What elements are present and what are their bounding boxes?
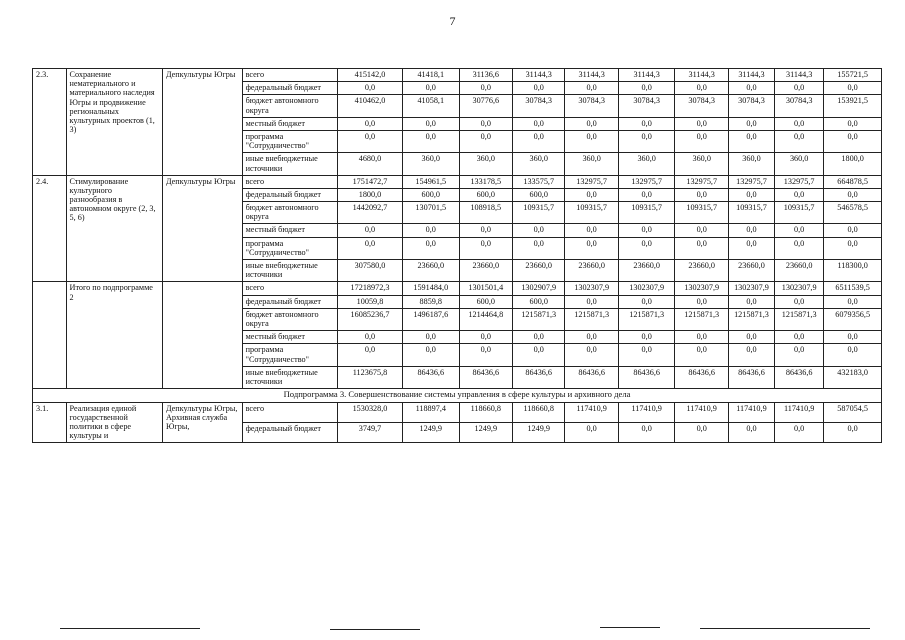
amount-cell: 30776,6 [459,95,512,117]
funding-source: иные внебюджетные источники [242,153,337,175]
funding-source: всего [242,282,337,295]
amount-cell: 155721,5 [824,69,882,82]
amount-cell: 0,0 [459,344,512,366]
amount-cell: 86436,6 [728,366,774,388]
row-name: Реализация единой государственной политики в сфере культуры и [66,402,162,443]
amount-cell: 23660,0 [775,260,824,282]
amount-cell: 118897,4 [402,402,459,422]
amount-cell: 0,0 [618,130,675,152]
amount-cell: 0,0 [618,82,675,95]
amount-cell: 10059,8 [337,295,402,308]
amount-cell: 0,0 [337,117,402,130]
amount-cell: 1591484,0 [402,282,459,295]
amount-cell: 415142,0 [337,69,402,82]
amount-cell: 0,0 [775,331,824,344]
amount-cell: 109315,7 [618,202,675,224]
amount-cell: 600,0 [459,295,512,308]
amount-cell: 1496187,6 [402,308,459,330]
amount-cell: 0,0 [824,82,882,95]
amount-cell: 0,0 [513,117,565,130]
amount-cell: 108918,5 [459,202,512,224]
amount-cell: 0,0 [675,82,728,95]
amount-cell: 0,0 [402,130,459,152]
row-executor: Депкультуры Югры [162,69,242,176]
funding-source: местный бюджет [242,331,337,344]
amount-cell: 360,0 [459,153,512,175]
amount-cell: 1751472,7 [337,175,402,188]
table-row [33,175,882,188]
amount-cell: 1215871,3 [513,308,565,330]
amount-cell: 0,0 [513,237,565,259]
amount-cell: 0,0 [459,130,512,152]
amount-cell: 23660,0 [513,260,565,282]
table-row [33,282,882,295]
amount-cell: 0,0 [402,82,459,95]
funding-source: бюджет автономного округа [242,308,337,330]
amount-cell: 30784,3 [513,95,565,117]
amount-cell: 0,0 [513,224,565,237]
amount-cell: 31144,3 [675,69,728,82]
amount-cell: 0,0 [775,130,824,152]
amount-cell: 0,0 [775,423,824,443]
amount-cell: 600,0 [402,188,459,201]
amount-cell: 1800,0 [824,153,882,175]
amount-cell: 1215871,3 [565,308,618,330]
amount-cell: 86436,6 [618,366,675,388]
amount-cell: 30784,3 [565,95,618,117]
funding-source: всего [242,175,337,188]
amount-cell: 0,0 [402,117,459,130]
amount-cell: 86436,6 [513,366,565,388]
funding-source: бюджет автономного округа [242,202,337,224]
amount-cell: 0,0 [337,344,402,366]
amount-cell: 587054,5 [824,402,882,422]
section-title: Подпрограмма 3. Совершенствование системы управления в сфере культуры и архивного дела [33,389,882,403]
amount-cell: 0,0 [824,331,882,344]
row-code: 2.4. [33,175,67,282]
page-number: 7 [449,14,456,28]
amount-cell: 0,0 [402,237,459,259]
funding-source: программа "Сотрудничество" [242,130,337,152]
amount-cell: 600,0 [459,188,512,201]
amount-cell: 546578,5 [824,202,882,224]
amount-cell: 1301501,4 [459,282,512,295]
amount-cell: 86436,6 [565,366,618,388]
amount-cell: 0,0 [675,344,728,366]
amount-cell: 360,0 [402,153,459,175]
amount-cell: 0,0 [459,224,512,237]
row-name: Сохранение нематериального и материального наследия Югры и продвижение региональных культурных проектов (1, 3) [66,69,162,176]
amount-cell: 0,0 [675,117,728,130]
amount-cell: 1442092,7 [337,202,402,224]
funding-source: бюджет автономного округа [242,95,337,117]
row-executor [162,282,242,389]
amount-cell: 0,0 [824,117,882,130]
amount-cell: 133575,7 [513,175,565,188]
amount-cell: 0,0 [337,82,402,95]
amount-cell: 0,0 [565,331,618,344]
amount-cell: 360,0 [513,153,565,175]
amount-cell: 664878,5 [824,175,882,188]
amount-cell: 4680,0 [337,153,402,175]
amount-cell: 0,0 [728,82,774,95]
amount-cell: 1302307,9 [618,282,675,295]
amount-cell: 360,0 [775,153,824,175]
amount-cell: 0,0 [337,331,402,344]
amount-cell: 0,0 [513,130,565,152]
amount-cell: 133178,5 [459,175,512,188]
amount-cell: 0,0 [565,237,618,259]
table-row [33,402,882,422]
amount-cell: 0,0 [775,224,824,237]
row-executor: Депкультуры Югры, Архивная служба Югры, [162,402,242,443]
amount-cell: 0,0 [824,224,882,237]
amount-cell: 0,0 [565,117,618,130]
funding-source: всего [242,402,337,422]
amount-cell: 0,0 [513,344,565,366]
amount-cell: 109315,7 [675,202,728,224]
amount-cell: 0,0 [675,331,728,344]
amount-cell: 23660,0 [459,260,512,282]
amount-cell: 0,0 [775,295,824,308]
amount-cell: 0,0 [459,82,512,95]
amount-cell: 1249,9 [459,423,512,443]
amount-cell: 307580,0 [337,260,402,282]
amount-cell: 3749,7 [337,423,402,443]
budget-table-body [33,69,882,443]
amount-cell: 1302307,9 [675,282,728,295]
amount-cell: 132975,7 [728,175,774,188]
amount-cell: 0,0 [565,344,618,366]
funding-source: программа "Сотрудничество" [242,237,337,259]
funding-source: федеральный бюджет [242,82,337,95]
amount-cell: 117410,9 [775,402,824,422]
amount-cell: 117410,9 [728,402,774,422]
amount-cell: 31136,6 [459,69,512,82]
amount-cell: 109315,7 [513,202,565,224]
amount-cell: 109315,7 [728,202,774,224]
funding-source: местный бюджет [242,117,337,130]
amount-cell: 23660,0 [675,260,728,282]
row-name: Стимулирование культурного разнообразия в автономном округе (2, 3, 5, 6) [66,175,162,282]
amount-cell: 17218972,3 [337,282,402,295]
amount-cell: 0,0 [618,344,675,366]
amount-cell: 1249,9 [402,423,459,443]
amount-cell: 1249,9 [513,423,565,443]
amount-cell: 132975,7 [775,175,824,188]
amount-cell: 432183,0 [824,366,882,388]
row-code [33,282,67,389]
amount-cell: 0,0 [565,224,618,237]
amount-cell: 0,0 [459,117,512,130]
funding-source: федеральный бюджет [242,295,337,308]
amount-cell: 31144,3 [728,69,774,82]
amount-cell: 0,0 [618,188,675,201]
amount-cell: 0,0 [824,237,882,259]
amount-cell: 0,0 [513,82,565,95]
amount-cell: 31144,3 [775,69,824,82]
amount-cell: 360,0 [618,153,675,175]
funding-source: программа "Сотрудничество" [242,344,337,366]
amount-cell: 0,0 [775,188,824,201]
amount-cell: 0,0 [337,224,402,237]
amount-cell: 0,0 [728,295,774,308]
amount-cell: 31144,3 [618,69,675,82]
amount-cell: 41058,1 [402,95,459,117]
table-row [33,69,882,82]
funding-source: всего [242,69,337,82]
amount-cell: 1214464,8 [459,308,512,330]
amount-cell: 0,0 [618,224,675,237]
amount-cell: 600,0 [513,188,565,201]
amount-cell: 1302907,9 [513,282,565,295]
amount-cell: 1215871,3 [775,308,824,330]
amount-cell: 132975,7 [565,175,618,188]
amount-cell: 0,0 [728,331,774,344]
amount-cell: 8859,8 [402,295,459,308]
amount-cell: 0,0 [565,130,618,152]
funding-source: иные внебюджетные источники [242,260,337,282]
amount-cell: 30784,3 [675,95,728,117]
amount-cell: 23660,0 [728,260,774,282]
amount-cell: 30784,3 [618,95,675,117]
amount-cell: 0,0 [459,331,512,344]
amount-cell: 31144,3 [513,69,565,82]
amount-cell: 109315,7 [565,202,618,224]
row-code: 3.1. [33,402,67,443]
amount-cell: 30784,3 [728,95,774,117]
amount-cell: 1215871,3 [728,308,774,330]
amount-cell: 0,0 [728,130,774,152]
amount-cell: 30784,3 [775,95,824,117]
amount-cell: 0,0 [565,423,618,443]
amount-cell: 0,0 [775,237,824,259]
section-header-row [33,389,882,403]
amount-cell: 0,0 [402,224,459,237]
amount-cell: 0,0 [513,331,565,344]
amount-cell: 0,0 [728,117,774,130]
amount-cell: 23660,0 [565,260,618,282]
amount-cell: 360,0 [728,153,774,175]
amount-cell: 0,0 [775,117,824,130]
amount-cell: 0,0 [402,344,459,366]
funding-source: иные внебюджетные источники [242,366,337,388]
amount-cell: 130701,5 [402,202,459,224]
amount-cell: 132975,7 [618,175,675,188]
amount-cell: 0,0 [824,295,882,308]
amount-cell: 117410,9 [618,402,675,422]
amount-cell: 6079356,5 [824,308,882,330]
amount-cell: 23660,0 [618,260,675,282]
amount-cell: 0,0 [675,237,728,259]
amount-cell: 0,0 [618,117,675,130]
budget-table [32,68,882,443]
amount-cell: 0,0 [618,331,675,344]
amount-cell: 1530328,0 [337,402,402,422]
amount-cell: 0,0 [337,237,402,259]
amount-cell: 0,0 [675,224,728,237]
amount-cell: 118660,8 [513,402,565,422]
amount-cell: 0,0 [824,130,882,152]
amount-cell: 0,0 [824,344,882,366]
amount-cell: 0,0 [728,237,774,259]
amount-cell: 6511539,5 [824,282,882,295]
amount-cell: 117410,9 [675,402,728,422]
amount-cell: 86436,6 [459,366,512,388]
amount-cell: 1302307,9 [775,282,824,295]
amount-cell: 600,0 [513,295,565,308]
amount-cell: 0,0 [618,237,675,259]
amount-cell: 410462,0 [337,95,402,117]
amount-cell: 31144,3 [565,69,618,82]
funding-source: федеральный бюджет [242,188,337,201]
amount-cell: 0,0 [337,130,402,152]
amount-cell: 117410,9 [565,402,618,422]
amount-cell: 0,0 [728,344,774,366]
amount-cell: 1302307,9 [565,282,618,295]
amount-cell: 86436,6 [775,366,824,388]
amount-cell: 41418,1 [402,69,459,82]
amount-cell: 118300,0 [824,260,882,282]
amount-cell: 0,0 [565,188,618,201]
amount-cell: 154961,5 [402,175,459,188]
amount-cell: 0,0 [675,188,728,201]
amount-cell: 0,0 [675,423,728,443]
amount-cell: 16085236,7 [337,308,402,330]
amount-cell: 0,0 [675,295,728,308]
amount-cell: 23660,0 [402,260,459,282]
funding-source: федеральный бюджет [242,423,337,443]
amount-cell: 0,0 [824,423,882,443]
amount-cell: 0,0 [402,331,459,344]
amount-cell: 86436,6 [675,366,728,388]
row-executor: Депкультуры Югры [162,175,242,282]
amount-cell: 1215871,3 [675,308,728,330]
amount-cell: 0,0 [675,130,728,152]
amount-cell: 86436,6 [402,366,459,388]
amount-cell: 0,0 [618,423,675,443]
amount-cell: 0,0 [618,295,675,308]
row-code: 2.3. [33,69,67,176]
amount-cell: 109315,7 [775,202,824,224]
amount-cell: 1123675,8 [337,366,402,388]
amount-cell: 1800,0 [337,188,402,201]
amount-cell: 0,0 [728,224,774,237]
amount-cell: 360,0 [675,153,728,175]
amount-cell: 0,0 [728,188,774,201]
amount-cell: 0,0 [824,188,882,201]
bottom-scan-marks [0,620,905,640]
amount-cell: 0,0 [728,423,774,443]
amount-cell: 360,0 [565,153,618,175]
amount-cell: 1302307,9 [728,282,774,295]
amount-cell: 0,0 [775,82,824,95]
amount-cell: 0,0 [459,237,512,259]
amount-cell: 0,0 [565,82,618,95]
funding-source: местный бюджет [242,224,337,237]
amount-cell: 0,0 [565,295,618,308]
amount-cell: 1215871,3 [618,308,675,330]
row-name: Итого по подпрограмме 2 [66,282,162,389]
amount-cell: 153921,5 [824,95,882,117]
amount-cell: 132975,7 [675,175,728,188]
amount-cell: 118660,8 [459,402,512,422]
amount-cell: 0,0 [775,344,824,366]
